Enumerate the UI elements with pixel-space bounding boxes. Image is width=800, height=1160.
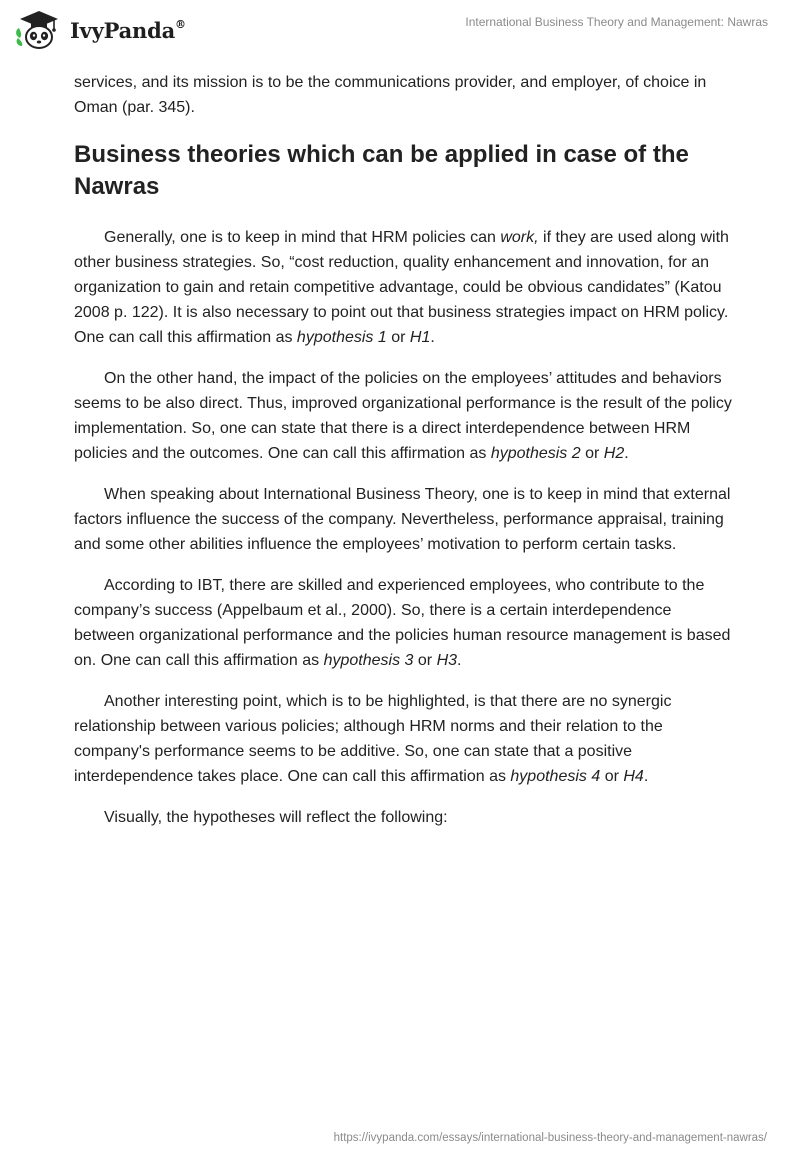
panda-graduate-icon [14,8,64,52]
paragraph-visual-intro: Visually, the hypotheses will reflect the following: [104,809,448,826]
essay-content [74,70,734,846]
paragraph-ibt: When speaking about International Business Theory, one is to keep in mind that external factors influence the success of the company. Nevertheless, performance appraisal, training and some other abilities influence the employees’ motivation to perform certain tasks. [74,486,731,553]
source-url[interactable]: https://ivypanda.com/essays/international-business-theory-and-management-nawras/ [333,1132,767,1144]
intro-paragraph-tail: services, and its mission is to be the communications provider, and employer, of choice in Oman (par. 345). [74,74,707,116]
paragraph-hypothesis-1: Generally, one is to keep in mind that HRM policies can work, if they are used along with other business strategies. So, “cost reduction, quality enhancement and innovation, for an organization to gain and retain competitive advantage, could be obvious candidates” (Katou 2008 p. 122). It is also necessary to point out that business strategies impact on HRM policy. One can call this affirmation as hypothesis 1 or H1. [74,229,729,346]
section-heading: Business theories which can be applied in case of the Nawras [74,141,689,200]
paragraph-hypothesis-3: According to IBT, there are skilled and experienced employees, who contribute to the company’s success (Appelbaum et al., 2000). So, there is a certain interdependence between organizational performance and the policies human resource management is based on. One can call this affirmation as hypothesis 3 or H3. [74,577,731,669]
paragraph-hypothesis-2: On the other hand, the impact of the policies on the employees’ attitudes and behaviors seems to be also direct. Thus, improved organizational performance is the result of the policy implementation. So, one can state that there is a direct interdependence between HRM policies and the outcomes. One can call this affirmation as hypothesis 2 or H2. [74,370,732,462]
registered-mark: ® [175,17,186,31]
brand-name: IvyPanda® [70,17,186,43]
ivypanda-logo[interactable] [14,8,186,52]
document-title: International Business Theory and Management: Nawras [465,15,768,29]
page-header [0,0,800,60]
paragraph-hypothesis-4: Another interesting point, which is to be highlighted, is that there are no synergic relationship between various policies; although HRM norms and their relation to the company's performance seems to be additive. So, one can state that a positive interdependence takes place. One can call this affirmation as hypothesis 4 or H4. [74,693,672,785]
